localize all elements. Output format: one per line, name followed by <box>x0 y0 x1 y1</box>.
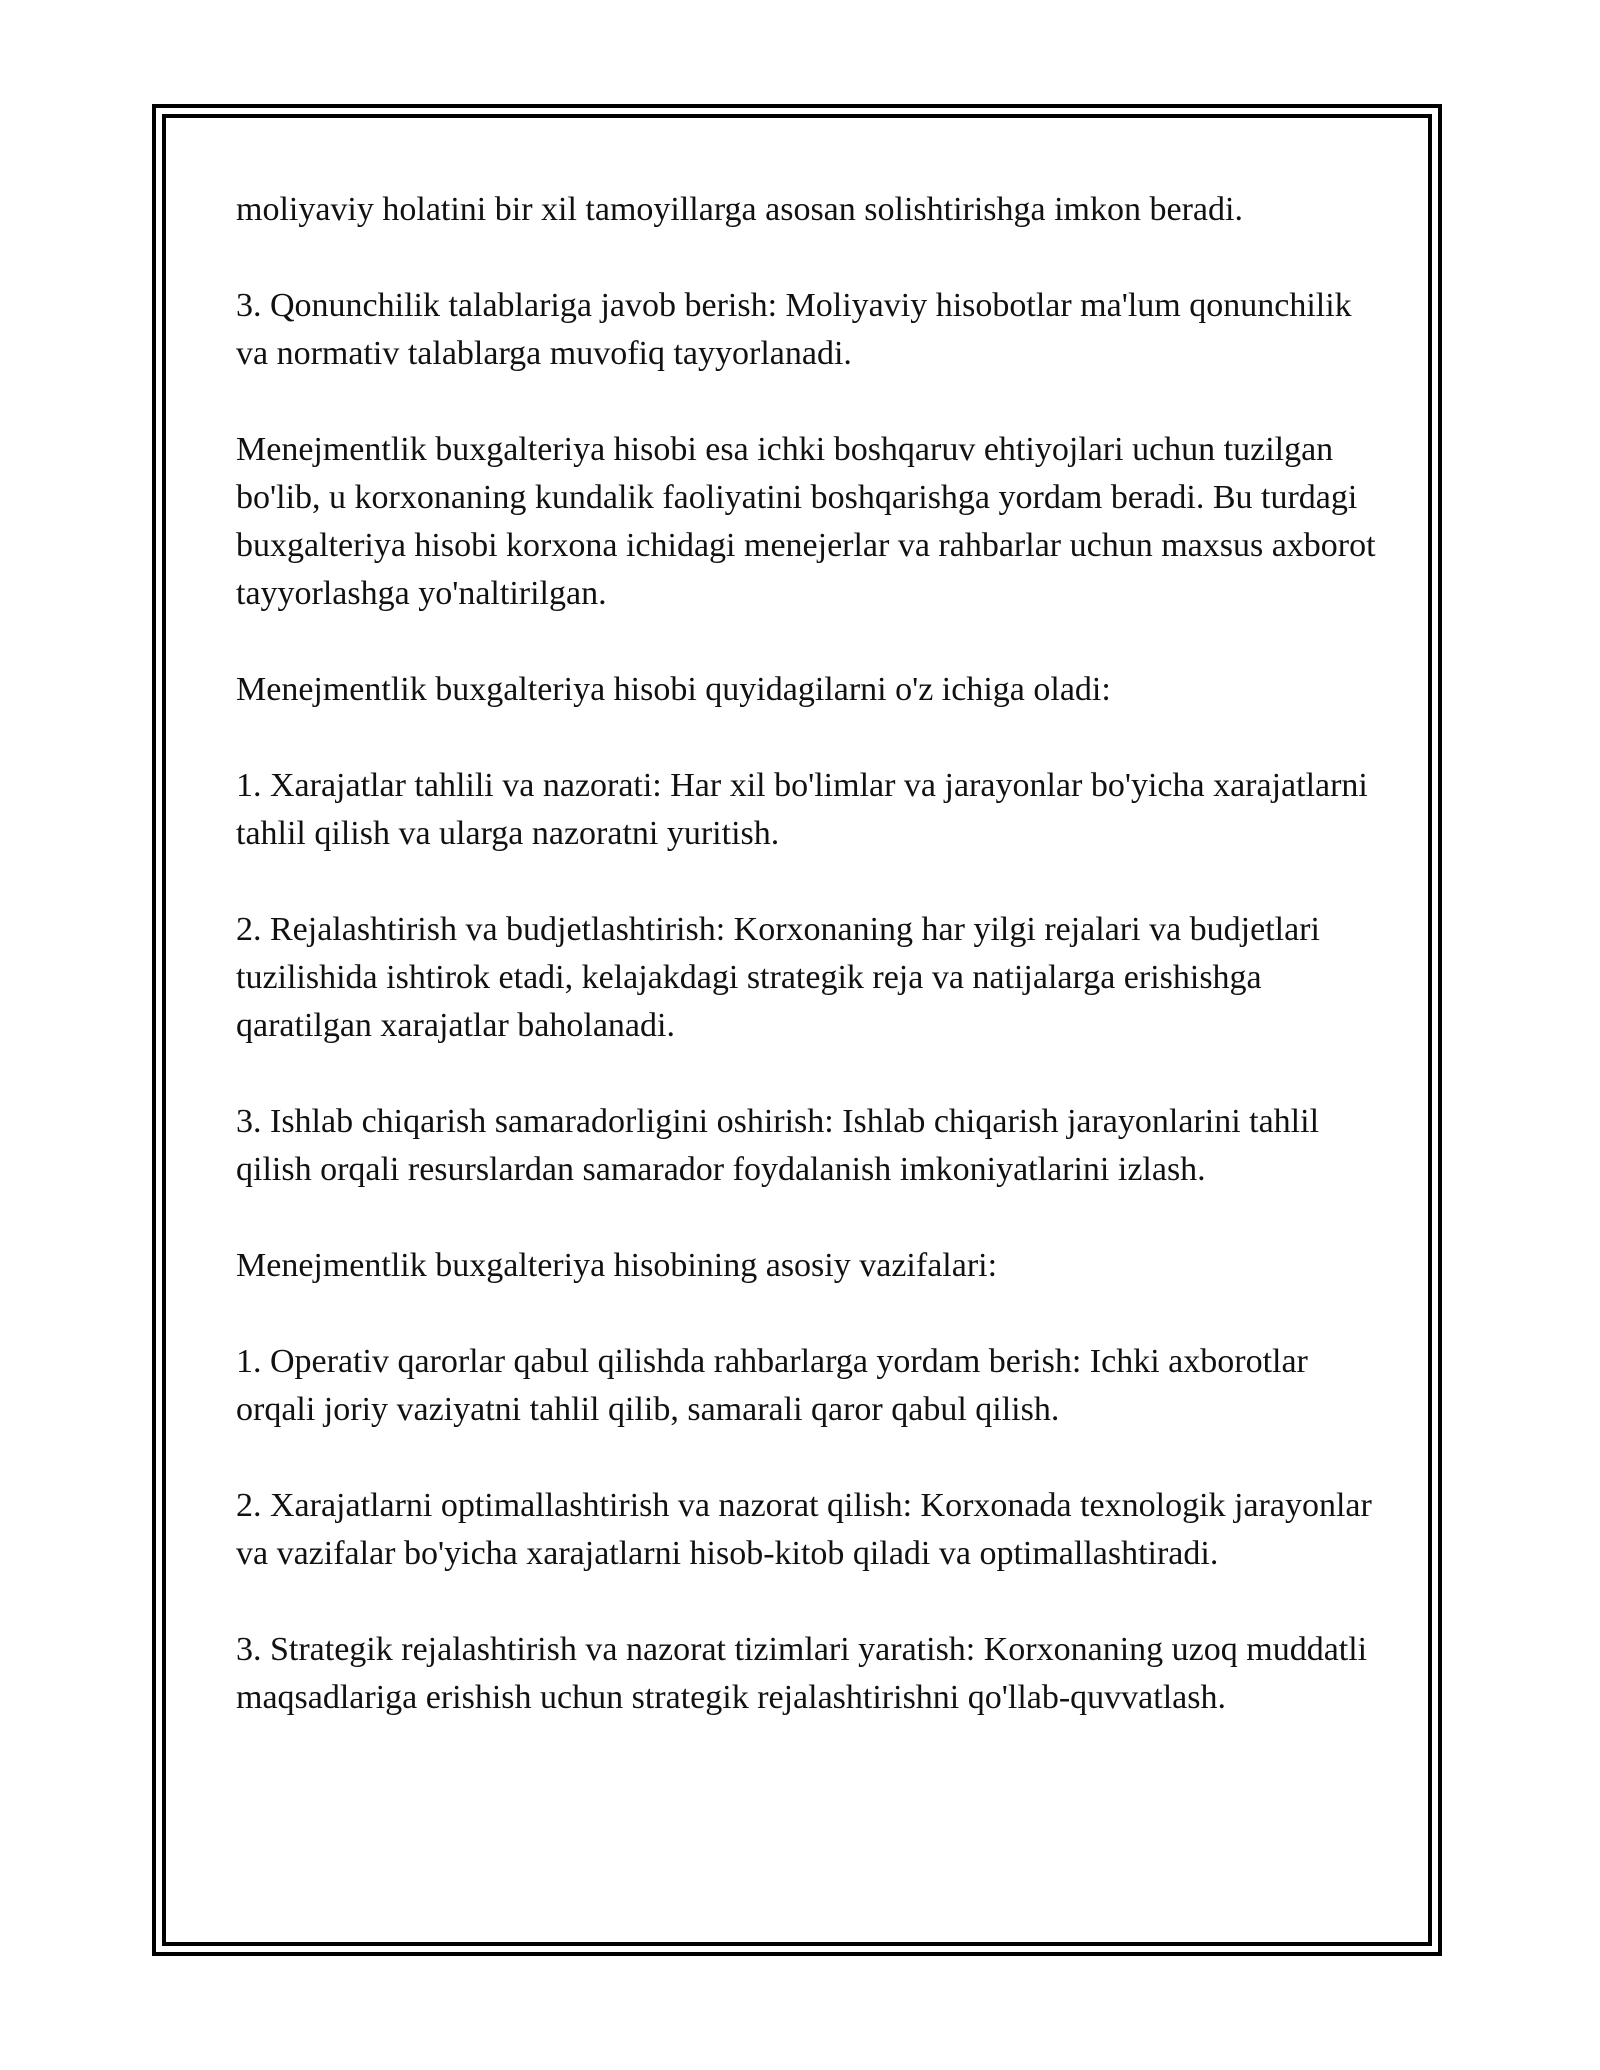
document-body <box>236 186 1376 1722</box>
paragraph-management-accounting-intro: Menejmentlik buxgalteriya hisobi esa ichki boshqaruv ehtiyojlari uchun tuzilgan bo'lib, u korxonaning kundalik faoliyatini boshqarishga yordam beradi. Bu turdagi buxgalteriya hisobi korxona ichidagi menejerlar va rahbarlar uchun maxsus axborot tayyorlashga yo'naltirilgan. <box>236 431 1376 612</box>
paragraph-cost-analysis: 1. Xarajatlar tahlili va nazorati: Har xil bo'limlar va jarayonlar bo'yicha xarajatlarni tahlil qilish va ularga nazoratni yuritish. <box>236 767 1368 852</box>
paragraph-tasks-heading: Menejmentlik buxgalteriya hisobining asosiy vazifalari: <box>236 1247 998 1284</box>
paragraph-operative-decisions: 1. Operativ qarorlar qabul qilishda rahbarlarga yordam berish: Ichki axborotlar orqali joriy vaziyatni tahlil qilib, samarali qaror qabul qilish. <box>236 1343 1308 1428</box>
paragraph-continuation: moliyaviy holatini bir xil tamoyillarga asosan solishtirishga imkon beradi. <box>236 191 1243 228</box>
paragraph-strategic-planning: 3. Strategik rejalashtirish va nazorat tizimlari yaratish: Korxonaning uzoq muddatli maqsadlariga erishish uchun strategik rejalashtirishni qo'llab-quvvatlash. <box>236 1631 1368 1716</box>
paragraph-legal-requirements: 3. Qonunchilik talablariga javob berish: Moliyaviy hisobotlar ma'lum qonunchilik va normativ talablarga muvofiq tayyorlanadi. <box>236 287 1352 372</box>
paragraph-cost-optimization: 2. Xarajatlarni optimallashtirish va nazorat qilish: Korxonada texnologik jarayonlar va vazifalar bo'yicha xarajatlarni hisob-kitob qiladi va optimallashtiradi. <box>236 1487 1372 1572</box>
paragraph-production-efficiency: 3. Ishlab chiqarish samaradorligini oshirish: Ishlab chiqarish jarayonlarini tahlil qilish orqali resurslardan samarador foydalanish imkoniyatlarini izlash. <box>236 1103 1320 1188</box>
paragraph-includes-heading: Menejmentlik buxgalteriya hisobi quyidagilarni o'z ichiga oladi: <box>236 671 1111 708</box>
paragraph-planning-budgeting: 2. Rejalashtirish va budjetlashtirish: Korxonaning har yilgi rejalari va budjetlari tuzilishida ishtirok etadi, kelajakdagi strategik reja va natijalarga erishishga qaratilgan xarajatlar baholanadi. <box>236 911 1320 1044</box>
